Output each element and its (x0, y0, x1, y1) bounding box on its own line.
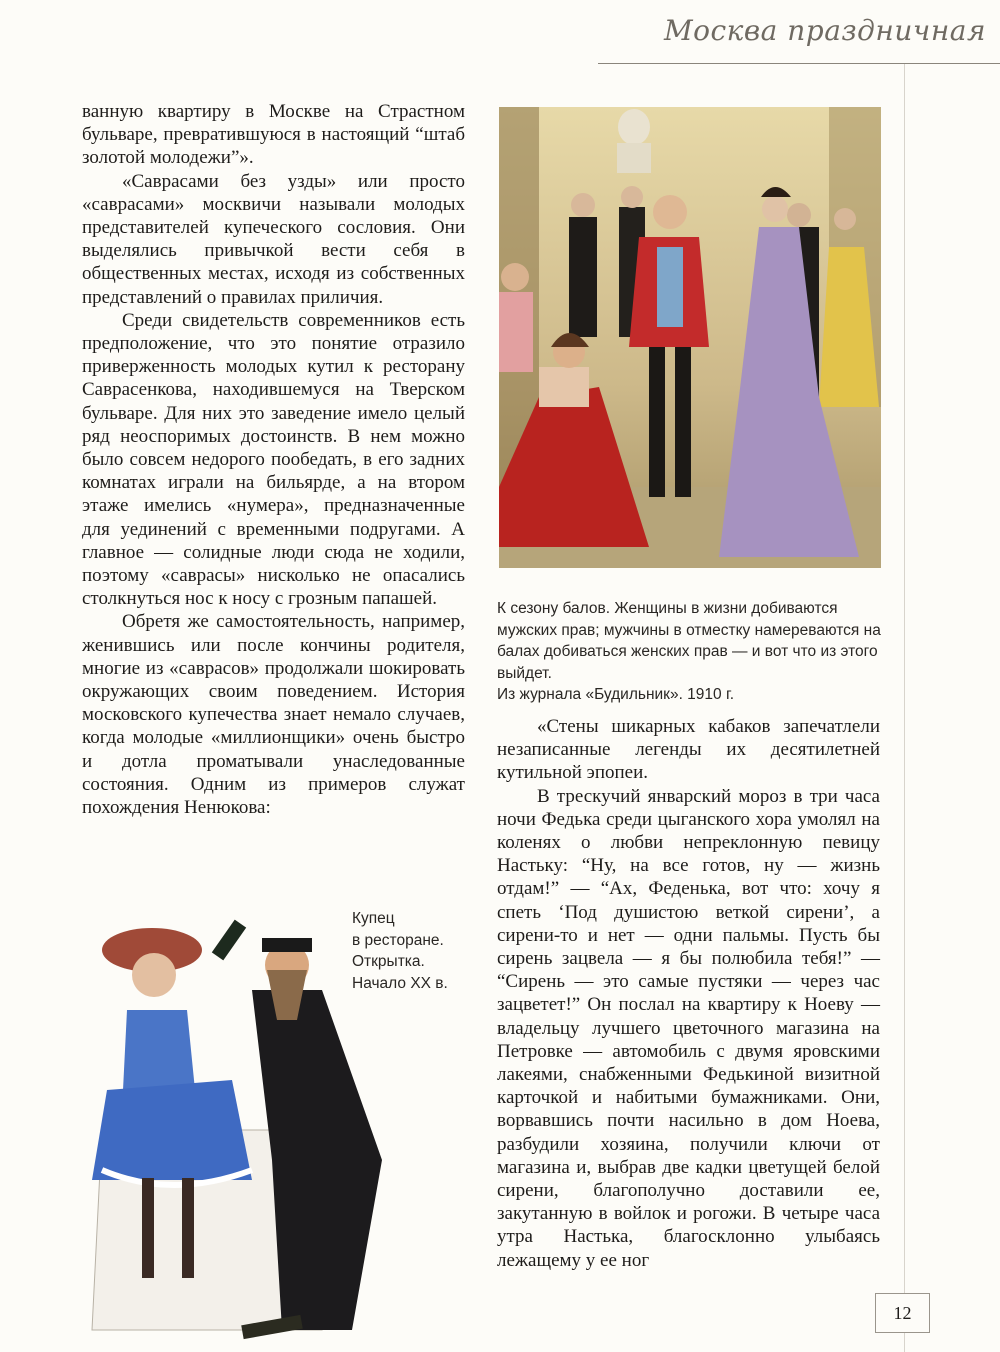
caption-line: Открытка. (352, 953, 425, 970)
margin-rule (904, 64, 905, 1352)
header-rule (598, 63, 1000, 64)
caption-text: К сезону балов. Женщины в жизни добиваются мужских прав; мужчины в отместку намереваются на балах добиваться женских прав — и вот что из этого выйдет. (497, 600, 881, 682)
header-title: Москва праздничная (663, 14, 986, 47)
ball-caption (497, 598, 882, 706)
paragraph: «Саврасами без узды» или просто «саврасами» москвичи называли молодых представителей купеческого сословия. Они выделялись привычкой вести себя в общественных местах, исходя из собственных представлений о правилах приличия. (82, 170, 465, 308)
paragraph: Обретя же самостоятельность, например, женившись или после кончины родителя, многие из «саврасов» продолжали шокировать окружающих своим поведением. История московского купечества знает немало случаев, когда молодые «миллионщики» очень быстро и дотла проматывали унаследованные состояния. Одним из примеров служат похождения Ненюкова: (82, 611, 465, 819)
page-number: 12 (875, 1293, 930, 1333)
ball-illustration (499, 107, 881, 568)
ball-scene-image (499, 107, 881, 568)
caption-line: Начало XX в. (352, 974, 448, 992)
right-text-column (497, 715, 880, 1272)
paragraph: ванную квартиру в Москве на Страстном бульваре, превратившуюся в настоящий “штаб золотой молодежи”». (82, 101, 465, 169)
left-text-column (82, 100, 465, 819)
paragraph: В трескучий январский мороз в три часа ночи Федька среди цыганского хора умолял на коленях о любви непреклонную певицу Настьку: “Ну, на все готов, ну — жизнь отдам!” — “Ах, Феденька, вот что: хочу я спеть ‘Под душистою веткой сирени’, а сирени-то и нет — одни пальмы. Пусть бы сирень зацвела — я бы полюбила тебя!” — “Сирень — это самые пустяки — через час зацветет!” Он послал на квартиру к Ноеву — владельцу лучшего цветочного магазина на Петровке — автомобиль с двумя яровскими лакеями, снабженными Федькиной визитной карточкой и набитыми бумажниками. Они, ворвавшись почти насильно в дом Ноева, разбудили хозяина, получили ключи от магазина и, выбрав две кадки цветущей белой сирени, благополучно доставили ее, закутанную в войлок и рогожи. В четыре часа утра Настька, благосклонно улыбаясь лежащему у ее ног (497, 785, 880, 1271)
caption-source: Из журнала «Будильник». 1910 г. (497, 686, 735, 703)
caption-line: Купец (352, 910, 395, 927)
caption-line: в ресторане. (352, 931, 444, 949)
paragraph: Среди свидетельств современников есть предположение, что это понятие отразило приверженность молодых кутил к ресторану Саврасенкова, находившемуся на Тверском бульваре. Для них это заведение имело целый ряд неоспоримых достоинств. В нем можно было совсем недорого пообедать, в его задних комнатах играли на бильярде, а на втором этаже имелись «нумера», предназначенные для уединений с временными подругами. А главное — солидные люди сюда не ходили, поэтому «саврасы» нисколько не опасались столкнуться нос к носу с грозным папашей. (82, 309, 465, 610)
merchant-illustration (82, 910, 402, 1350)
paragraph: «Стены шикарных кабаков запечатлели незаписанные легенды их десятилетней кутильной эпопеи. (497, 716, 880, 784)
merchant-postcard-image (82, 910, 402, 1350)
